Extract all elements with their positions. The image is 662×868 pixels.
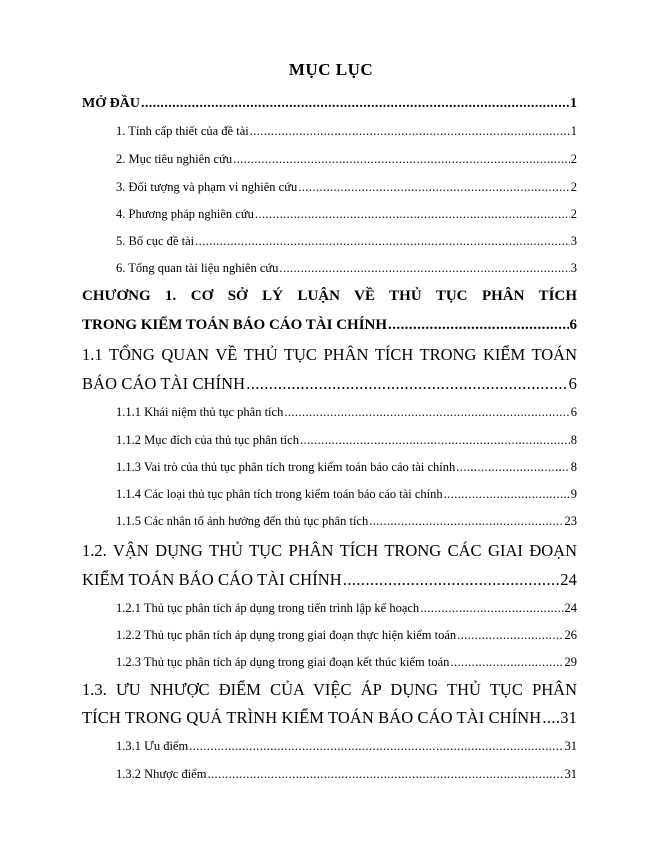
toc-entry-label: 5. Bố cục đề tài	[116, 234, 195, 248]
toc-leader-dots	[444, 487, 570, 502]
toc-section-heading-line[interactable]: 1.2. VẬN DỤNG THỦ TỤC PHÂN TÍCH TRONG CÁC GIAI ĐOẠN	[82, 541, 577, 560]
toc-page-number: 8	[570, 433, 577, 447]
toc-entry-section[interactable]	[82, 570, 577, 590]
toc-entry[interactable]	[116, 514, 577, 529]
toc-entry[interactable]	[116, 767, 577, 782]
toc-page-number: 1	[570, 96, 577, 111]
toc-leader-dots	[189, 739, 563, 754]
toc-entry-label: 3. Đối tượng và phạm vi nghiên cứu	[116, 180, 298, 194]
toc-section-heading-line[interactable]: 1.3. ƯU NHƯỢC ĐIỂM CỦA VIỆC ÁP DỤNG THỦ TỤC PHÂN	[82, 680, 577, 699]
toc-leader-dots	[250, 124, 570, 139]
toc-page-number: 3	[570, 261, 577, 275]
toc-page-number: 23	[564, 514, 577, 528]
toc-entry-section[interactable]	[82, 708, 577, 728]
toc-page-number: 31	[564, 767, 577, 781]
toc-entry-label: MỞ ĐẦU	[82, 96, 140, 111]
toc-leader-dots	[420, 601, 563, 616]
toc-entry[interactable]	[116, 739, 577, 754]
toc-leader-dots	[246, 374, 567, 394]
toc-leader-dots	[195, 234, 570, 249]
toc-entry[interactable]	[116, 124, 577, 139]
toc-page-number: 1	[570, 124, 577, 138]
toc-leader-dots	[343, 570, 559, 590]
toc-entry-intro[interactable]	[82, 96, 577, 112]
toc-page-number: 29	[564, 655, 577, 669]
toc-page-number: 2	[570, 152, 577, 166]
toc-entry[interactable]	[116, 655, 577, 670]
toc-page-number: 6	[568, 374, 577, 393]
toc-leader-dots	[279, 261, 569, 276]
toc-entry[interactable]	[116, 433, 577, 448]
toc-entry[interactable]	[116, 628, 577, 643]
toc-leader-dots	[456, 460, 569, 475]
toc-entry-label: 1.2.3 Thủ tục phân tích áp dụng trong giai đoạn kết thúc kiểm toán	[116, 655, 450, 669]
toc-entry[interactable]	[116, 405, 577, 420]
toc-entry-label: BÁO CÁO TÀI CHÍNH	[82, 374, 246, 393]
toc-chapter-heading-line[interactable]: CHƯƠNG 1. CƠ SỞ LÝ LUẬN VỀ THỦ TỤC PHÂN TÍCH	[82, 288, 577, 304]
toc-entry-chapter-1[interactable]	[82, 317, 577, 334]
toc-entry[interactable]	[116, 180, 577, 195]
toc-page-number: 3	[570, 234, 577, 248]
toc-leader-dots	[284, 405, 569, 420]
toc-entry-label: 1.2.2 Thủ tục phân tích áp dụng trong giai đoạn thực hiện kiểm toán	[116, 628, 457, 642]
toc-leader-dots	[141, 96, 569, 112]
toc-entry[interactable]	[116, 261, 577, 276]
toc-leader-dots	[450, 655, 563, 670]
toc-entry[interactable]	[116, 152, 577, 167]
toc-page-number: 2	[570, 207, 577, 221]
toc-page-number: 6	[570, 405, 577, 419]
toc-entry-section[interactable]	[82, 374, 577, 394]
toc-page-number: 24	[560, 570, 577, 589]
toc-entry[interactable]	[116, 487, 577, 502]
toc-page-number: 8	[570, 460, 577, 474]
toc-section-heading-line[interactable]: 1.1 TỔNG QUAN VỀ THỦ TỤC PHÂN TÍCH TRONG KIỂM TOÁN	[82, 345, 577, 364]
toc-leader-dots	[255, 207, 570, 222]
toc-page-number: 31	[564, 739, 577, 753]
toc-leader-dots	[542, 708, 559, 728]
toc-entry-label: 1.3.2 Nhược điểm	[116, 767, 207, 781]
toc-page-number: 24	[564, 601, 577, 615]
toc-entry-label: 1.1.1 Khái niệm thủ tục phân tích	[116, 405, 284, 419]
toc-entry[interactable]	[116, 234, 577, 249]
toc-entry[interactable]	[116, 601, 577, 616]
toc-leader-dots	[233, 152, 570, 167]
toc-entry-label: 4. Phương pháp nghiên cứu	[116, 207, 254, 221]
toc-entry-label: KIỂM TOÁN BÁO CÁO TÀI CHÍNH	[82, 570, 342, 589]
toc-entry[interactable]	[116, 207, 577, 222]
toc-entry-label: 1.1.3 Vai trò của thủ tục phân tích trong kiểm toán báo cáo tài chính	[116, 460, 456, 474]
toc-leader-dots	[457, 628, 563, 643]
toc-page-number: 2	[570, 180, 577, 194]
toc-entry-label: 1. Tính cấp thiết của đề tài	[116, 124, 249, 138]
toc-leader-dots	[369, 514, 563, 529]
toc-leader-dots	[388, 317, 568, 334]
toc-entry-label: 1.2.1 Thủ tục phân tích áp dụng trong tiến trình lập kế hoạch	[116, 601, 420, 615]
toc-page-number: 31	[560, 708, 577, 727]
toc-entry[interactable]	[116, 460, 577, 475]
toc-leader-dots	[298, 180, 570, 195]
toc-entry-label: 2. Mục tiêu nghiên cứu	[116, 152, 233, 166]
toc-entry-label: 1.1.4 Các loại thủ tục phân tích trong kiểm toán báo cáo tài chính	[116, 487, 443, 501]
toc-page-number: 26	[564, 628, 577, 642]
toc-entry-label: 1.1.5 Các nhân tố ảnh hưởng đến thủ tục phân tích	[116, 514, 369, 528]
page-title: MỤC LỤC	[288, 60, 374, 79]
toc-entry-label: 6. Tổng quan tài liệu nghiên cứu	[116, 261, 279, 275]
toc-entry-label: TRONG KIỂM TOÁN BÁO CÁO TÀI CHÍNH	[82, 317, 388, 333]
toc-entry-label: TÍCH TRONG QUÁ TRÌNH KIỂM TOÁN BÁO CÁO TÀI CHÍNH	[82, 708, 542, 727]
toc-leader-dots	[300, 433, 570, 448]
toc-page-number: 9	[570, 487, 577, 501]
toc-entry-label: 1.3.1 Ưu điểm	[116, 739, 189, 753]
toc-entry-label: 1.1.2 Mục đích của thủ tục phân tích	[116, 433, 299, 447]
toc-page-number: 6	[569, 317, 577, 333]
toc-leader-dots	[207, 767, 563, 782]
